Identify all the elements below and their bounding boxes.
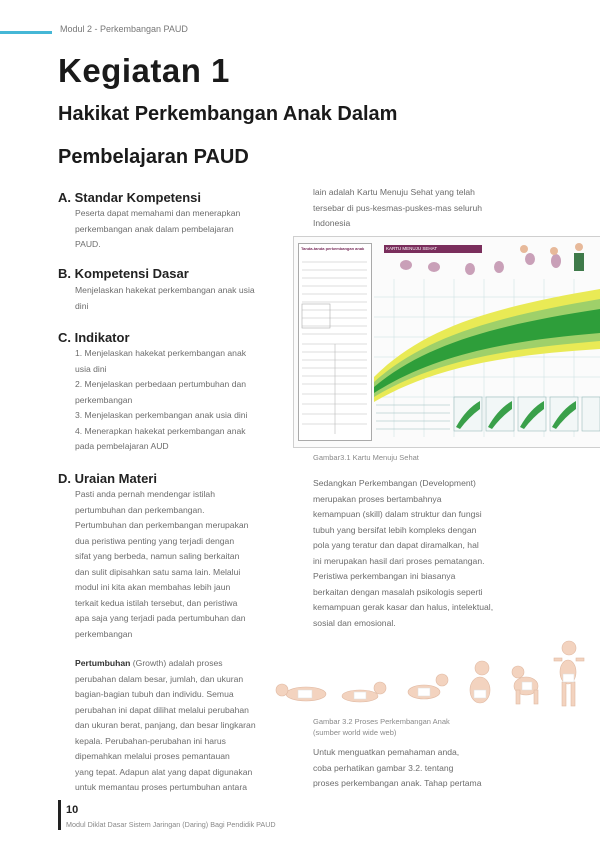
section-a-body xyxy=(75,206,290,253)
text-line: Indonesia xyxy=(313,218,351,228)
kms-chart-title: KARTU MENUJU SEHAT xyxy=(384,245,482,253)
list-item: 1. Menjelaskan hakekat perkembangan anak xyxy=(75,348,247,358)
text-line: PAUD. xyxy=(75,239,101,249)
text-line: pertumbuhan dan perkembangan. xyxy=(75,504,205,515)
list-item: 4. Menerapkan hakekat perkembangan anak xyxy=(75,425,246,436)
list-item: 3. Menjelaskan perkembangan anak usia dini xyxy=(75,410,248,420)
text-line: Sedangkan Perkembangan (Development) xyxy=(313,478,476,488)
text-line: kemampuan (skill) dalam struktur dan fungsi xyxy=(313,509,482,519)
kms-form-heading: Tanda-tanda perkembangan anak xyxy=(301,246,365,251)
text-line: yang tepat. Adapun alat yang dapat digunakan xyxy=(75,766,253,777)
section-c-heading: C. Indikator xyxy=(58,330,130,345)
header-accent-rule xyxy=(0,31,52,34)
text-line: apa saja yang terjadi pada pertumbuhan dan xyxy=(75,613,246,623)
footer-note: Modul Diklat Dasar Sistem Jaringan (Daring) Bagi Pendidik PAUD xyxy=(66,820,276,829)
text-line: perubahan ini dapat dilihat melalui perubahan xyxy=(75,704,249,715)
text-line: sifat yang berbeda, namun saling berkaitan xyxy=(75,551,240,561)
list-item: usia dini xyxy=(75,363,107,374)
page-title: Kegiatan 1 xyxy=(58,52,230,89)
text-line: proses perkembangan anak. Tahap pertama xyxy=(313,778,482,788)
subtitle-line-1: Hakikat Perkembangan Anak Dalam xyxy=(58,103,398,125)
text-line: lain adalah Kartu Menuju Sehat yang telah xyxy=(313,187,475,197)
right-col-top-text xyxy=(313,185,583,232)
text-line: dipemahkan melalui proses pemantauan xyxy=(75,751,230,761)
section-b-heading: B. Kompetensi Dasar xyxy=(58,266,189,281)
text-line: pola yang teratur dan dapat diramalkan, hal xyxy=(313,540,479,550)
text-line: terkait kedua istilah tersebut, dan peristiwa xyxy=(75,597,238,608)
figure1-caption: Gambar3.1 Kartu Menuju Sehat xyxy=(313,453,419,462)
text-line: modul ini kita akan membahas lebih jaun xyxy=(75,582,231,592)
text-line: dua peristiwa penting yang terjadi dengan xyxy=(75,535,235,546)
text-line: sosial dan emosional. xyxy=(313,617,396,628)
text-line: perubahan dalam besar, jumlah, dan ukuran xyxy=(75,673,244,684)
term-rest: (Growth) adalah proses xyxy=(130,658,223,668)
text-line: dan sulit dipisahkan satu sama lain. Melalui xyxy=(75,566,241,577)
figure2-caption xyxy=(313,716,450,738)
text-line: dan ukuran berat, panjang, dan besar lingkaran xyxy=(75,720,256,730)
kms-growth-chart-figure xyxy=(293,236,600,448)
section-b-body xyxy=(75,283,290,314)
subtitle-line-2: Pembelajaran PAUD xyxy=(58,146,249,168)
page-number: 10 xyxy=(66,804,79,816)
text-line: berkaitan dengan masalah psikologis seperti xyxy=(313,586,483,597)
caption-line: Gambar 3.2 Proses Perkembangan Anak xyxy=(313,717,450,726)
text-line: tersebar di pus-kesmas-puskes-mas seluruh xyxy=(313,202,483,213)
right-col-mid-text xyxy=(313,476,583,631)
section-a-heading: A. Standar Kompetensi xyxy=(58,190,202,205)
text-line xyxy=(75,656,295,672)
text-line: perkembangan xyxy=(75,628,133,639)
section-c-list xyxy=(75,346,290,455)
text-line: Peristiwa perkembangan ini biasanya xyxy=(313,571,456,581)
page-number-bar xyxy=(58,800,61,830)
text-line: merupakan proses bertambahnya xyxy=(313,493,442,504)
text-line: kepala. Perubahan-perubahan ini harus xyxy=(75,735,226,746)
text-line: Peserta dapat memahami dan menerapkan xyxy=(75,208,241,218)
list-item: perkembangan xyxy=(75,394,133,405)
running-head: Modul 2 - Perkembangan PAUD xyxy=(60,24,188,34)
caption-line: (sumber world wide web) xyxy=(313,728,397,737)
text-line: dini xyxy=(75,300,89,311)
text-line: ini merupakan hasil dari proses pematangan. xyxy=(313,555,485,566)
kms-growth-curves xyxy=(294,237,600,447)
right-col-bottom-text xyxy=(313,745,583,792)
text-line: perkembangan anak dalam pembelajaran xyxy=(75,223,234,234)
text-line: Pertumbuhan dan perkembangan merupakan xyxy=(75,520,249,530)
text-line: untuk memantau proses pertumbuhan antara xyxy=(75,782,247,792)
text-line: kemampuan gerak kasar dan halus, intelektual, xyxy=(313,602,494,612)
list-item: 2. Menjelaskan perbedaan pertumbuhan dan xyxy=(75,379,247,389)
text-line: bagian-bagian tubuh dan individu. Semua xyxy=(75,689,234,699)
text-line: Untuk menguatkan pemahaman anda, xyxy=(313,747,460,757)
list-item: pada pembelajaran AUD xyxy=(75,441,169,451)
section-d-heading: D. Uraian Materi xyxy=(58,471,157,486)
baby-development-figure xyxy=(272,628,592,710)
term-pertumbuhan: Pertumbuhan xyxy=(75,658,131,668)
text-line: tubuh yang bersifat lebih kompleks dengan xyxy=(313,524,477,535)
text-line: Pasti anda pernah mendengar istilah xyxy=(75,489,215,499)
text-line: Menjelaskan hakekat perkembangan anak usia xyxy=(75,285,255,295)
pertumbuhan-paragraph xyxy=(75,656,295,796)
section-d-body xyxy=(75,487,290,642)
text-line: coba perhatikan gambar 3.2. tentang xyxy=(313,762,454,773)
